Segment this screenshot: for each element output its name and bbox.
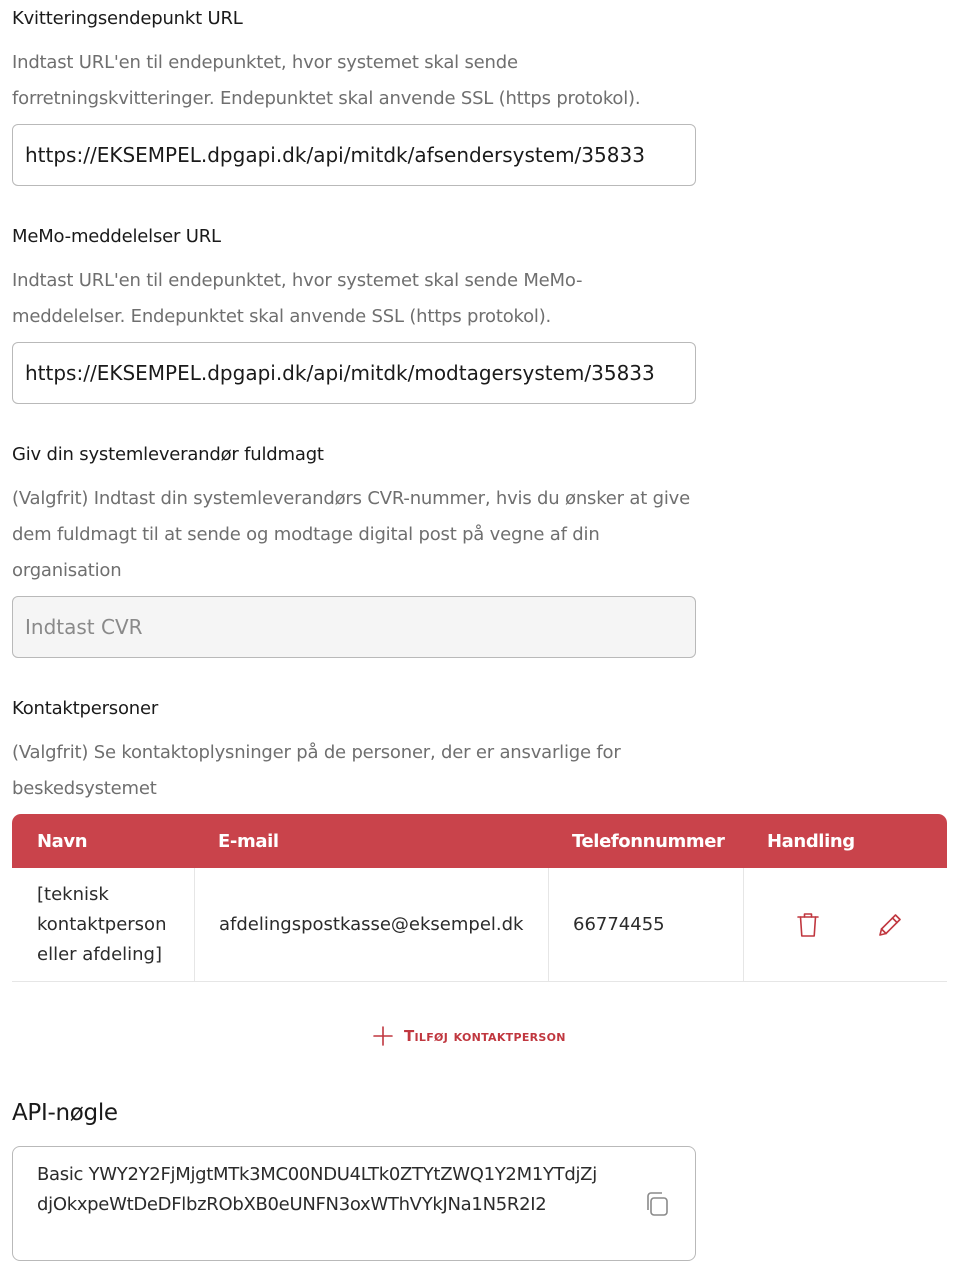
receipt-url-input[interactable]: [12, 124, 696, 186]
proxy-help: (Valgfrit) Indtast din systemleverandørs CVR-nummer, hvis du ønsker at give dem fuldmagt til at sende og modtage digital post på vegne af din organisation: [12, 488, 690, 581]
proxy-label: Giv din systemleverandør fuldmagt: [12, 444, 324, 465]
column-header-name: Navn: [37, 830, 88, 852]
contact-email-cell: afdelingspostkasse@eksempel.dk: [194, 868, 548, 981]
memo-url-label: MeMo-meddelelser URL: [12, 226, 221, 247]
add-contact-label: Tilføj kontaktperson: [404, 1027, 566, 1045]
memo-url-input[interactable]: [12, 342, 696, 404]
contacts-table: [12, 814, 947, 982]
api-key-field: [12, 1146, 696, 1261]
copy-icon: [642, 1189, 672, 1219]
api-key-title: API-nøgle: [12, 1100, 118, 1126]
receipt-url-label: Kvitteringsendepunkt URL: [12, 8, 243, 29]
pencil-icon: [876, 911, 904, 939]
contacts-label: Kontaktpersoner: [12, 698, 159, 719]
contact-actions-cell: [743, 868, 947, 981]
column-header-email: E-mail: [218, 830, 279, 852]
delete-contact-button[interactable]: [792, 909, 824, 941]
table-row: [12, 868, 947, 982]
trash-icon: [796, 911, 820, 939]
memo-url-help: Indtast URL'en til endepunktet, hvor systemet skal sende MeMo-meddelelser. Endepunktet skal anvende SSL (https protokol).: [12, 270, 583, 327]
cvr-input[interactable]: [12, 596, 696, 658]
column-header-phone: Telefonnummer: [572, 830, 725, 852]
contact-phone-cell: 66774455: [548, 868, 743, 981]
api-key-value: Basic YWY2Y2FjMjgtMTk3MC00NDU4LTk0ZTYtZWQ1Y2M1YTdjZjdjOkxpeWtDeDFlbzRObXB0eUNFN3oxWThVYkJNa1N5R2I2: [37, 1164, 597, 1215]
contact-name-cell: [teknisk kontaktperson eller afdeling]: [37, 883, 167, 965]
plus-icon: [372, 1025, 394, 1047]
receipt-url-help: Indtast URL'en til endepunktet, hvor systemet skal sende forretningskvitteringer. Endepunktet skal anvende SSL (https protokol).: [12, 52, 641, 109]
column-header-action: Handling: [767, 830, 855, 852]
contacts-help: (Valgfrit) Se kontaktoplysninger på de personer, der er ansvarlige for beskedsystemet: [12, 742, 621, 799]
table-header: [12, 814, 947, 868]
edit-contact-button[interactable]: [874, 909, 906, 941]
add-contact-button[interactable]: [372, 1020, 566, 1052]
copy-api-key-button[interactable]: [642, 1189, 672, 1219]
